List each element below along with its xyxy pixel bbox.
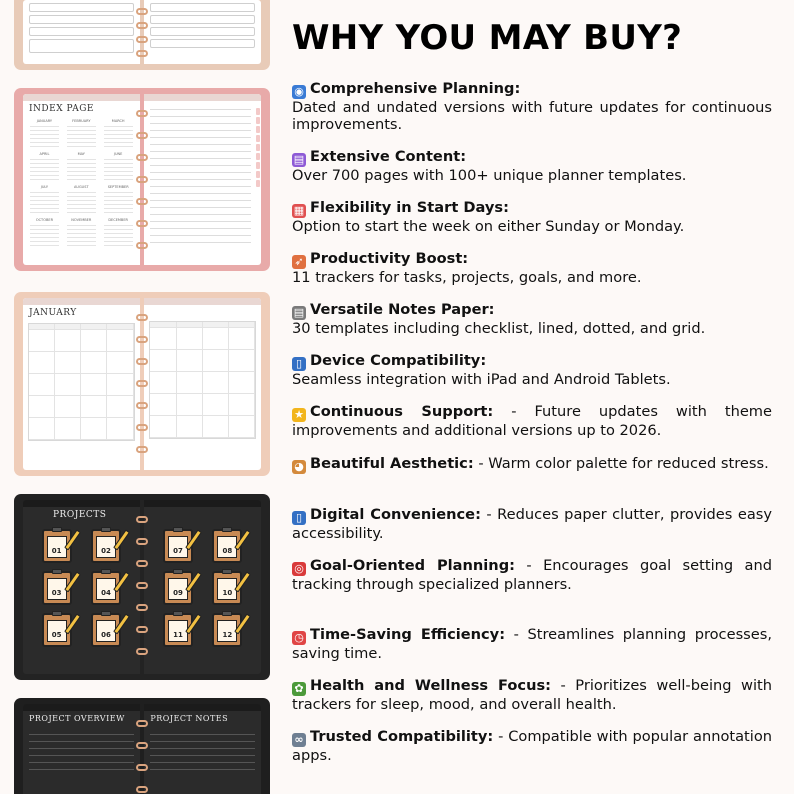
month-label: JUNE	[113, 152, 123, 156]
project-number: 10	[222, 589, 233, 597]
projects-left-page	[23, 500, 140, 674]
feature-description: Over 700 pages with 100+ unique planner templates.	[292, 167, 687, 184]
feature-description: - Streamlines planning processes, saving time.	[292, 626, 772, 662]
month-index-cell[interactable]	[102, 218, 135, 247]
month-index-cell[interactable]	[65, 119, 98, 148]
project-number: 02	[101, 547, 111, 555]
feature-item	[292, 455, 772, 474]
feature-title: Digital Convenience:	[310, 506, 481, 523]
globe-icon: ◉	[292, 85, 306, 99]
planner-preview-projects	[14, 494, 270, 680]
feature-item	[292, 250, 772, 286]
feature-item	[292, 352, 772, 388]
feature-description: - Future updates with theme improvements and additional versions up to 2026.	[292, 403, 772, 439]
feature-item	[292, 506, 772, 542]
month-index-cell[interactable]	[102, 119, 135, 148]
month-label: OCTOBER	[35, 218, 53, 222]
binder-rings	[135, 98, 149, 261]
rocket-icon: ➶	[292, 255, 306, 269]
project-clipboard-icon[interactable]	[212, 529, 242, 563]
project-number: 01	[51, 547, 62, 555]
projects-right-page	[144, 500, 261, 674]
projects-page-title: PROJECTS	[53, 510, 107, 520]
feature-description: Option to start the week on either Sunday or Monday.	[292, 218, 685, 235]
mobile-phone-icon: ▯	[292, 511, 306, 525]
feature-item	[292, 80, 772, 133]
month-index-cell[interactable]	[65, 152, 98, 181]
month-index-cell[interactable]	[28, 185, 61, 214]
mobile-phone-icon: ▯	[292, 357, 306, 371]
project-clipboard-icon[interactable]	[91, 529, 121, 563]
project-number: 03	[51, 589, 62, 597]
planner-preview-top	[14, 0, 270, 70]
month-label: AUGUST	[74, 185, 89, 189]
feature-item	[292, 403, 772, 439]
planner-top-nav	[23, 94, 140, 101]
project-number: 04	[101, 589, 111, 597]
feature-title: Device Compatibility:	[310, 352, 487, 369]
month-index-cell[interactable]	[65, 185, 98, 214]
month-index-grid	[23, 117, 140, 249]
binder-rings	[135, 708, 149, 794]
january-page-title: JANUARY	[29, 308, 77, 318]
planner-left-page	[23, 0, 140, 64]
feature-description: - Prioritizes well-being with trackers for sleep, mood, and overall health.	[292, 677, 772, 713]
feature-title: Goal-Oriented Planning:	[310, 557, 515, 574]
month-index-cell[interactable]	[28, 218, 61, 247]
month-index-cell[interactable]	[28, 119, 61, 148]
month-label: MARCH	[111, 119, 125, 123]
binder-rings	[135, 4, 149, 60]
feature-description: - Compatible with popular annotation apps.	[292, 728, 773, 764]
month-index-cell[interactable]	[102, 185, 135, 214]
project-grid-right	[144, 523, 261, 647]
index-page-title: INDEX PAGE	[29, 104, 94, 114]
feature-item	[292, 148, 772, 184]
project-clipboard-icon[interactable]	[163, 571, 193, 605]
binder-rings	[135, 504, 149, 670]
feature-description: - Reduces paper clutter, provides easy accessibility.	[292, 506, 773, 542]
january-right-page	[144, 298, 261, 470]
feature-title: Beautiful Aesthetic:	[310, 455, 474, 472]
feature-description: 30 templates including checklist, lined, dotted, and grid.	[292, 320, 706, 337]
index-left-page	[23, 94, 140, 265]
month-label: JANUARY	[36, 119, 53, 123]
feature-description: - Warm color palette for reduced stress.	[478, 455, 769, 472]
month-label: FEBRUARY	[72, 119, 91, 123]
feature-item	[292, 677, 772, 713]
month-label: APRIL	[39, 152, 50, 156]
feature-title: Time-Saving Efficiency:	[310, 626, 506, 643]
planner-preview-project-overview	[14, 698, 270, 794]
planner-right-page	[144, 0, 261, 64]
feature-title: Versatile Notes Paper:	[310, 301, 495, 318]
project-clipboard-icon[interactable]	[212, 571, 242, 605]
project-clipboard-icon[interactable]	[91, 571, 121, 605]
month-index-cell[interactable]	[102, 152, 135, 181]
project-number: 05	[51, 631, 62, 639]
month-index-cell[interactable]	[28, 152, 61, 181]
alarm-clock-icon: ◷	[292, 631, 306, 645]
project-number: 12	[222, 631, 233, 639]
project-notes-title: PROJECT NOTES	[150, 714, 229, 723]
month-label: DECEMBER	[108, 218, 128, 222]
side-tabs[interactable]	[256, 108, 260, 189]
target-icon: ◎	[292, 562, 306, 576]
feature-description: Dated and undated versions with future updates for continuous improvements.	[292, 99, 772, 133]
link-icon: ∞	[292, 733, 306, 747]
notes-right-page	[144, 704, 261, 794]
index-right-page	[144, 94, 261, 265]
calendar-icon: ▦	[293, 204, 305, 217]
project-number: 09	[173, 589, 183, 597]
feature-title: Productivity Boost:	[310, 250, 469, 267]
palette-icon: ◕	[292, 460, 306, 474]
feature-title: Extensive Content:	[310, 148, 467, 165]
month-index-cell[interactable]	[65, 218, 98, 247]
project-number: 07	[173, 547, 183, 555]
notepad-icon: ▤	[293, 306, 305, 319]
overview-left-page	[23, 704, 140, 794]
feature-title: Health and Wellness Focus:	[310, 677, 551, 694]
project-number: 11	[173, 631, 183, 639]
project-number: 08	[222, 547, 233, 555]
january-left-page	[23, 298, 140, 470]
project-number: 06	[101, 631, 111, 639]
binder-rings	[135, 302, 149, 466]
project-clipboard-icon[interactable]	[163, 613, 193, 647]
project-clipboard-icon[interactable]	[42, 571, 72, 605]
month-calendar-grid-right	[149, 321, 256, 439]
feature-item	[292, 557, 772, 593]
month-label: SEPTEMBER	[107, 185, 129, 189]
star-icon: ★	[292, 408, 306, 422]
project-clipboard-icon[interactable]	[163, 529, 193, 563]
month-label: NOVEMBER	[71, 218, 92, 222]
project-clipboard-icon[interactable]	[91, 613, 121, 647]
books-icon: ▤	[293, 153, 305, 166]
planner-preview-index	[14, 88, 270, 271]
feature-description: 11 trackers for tasks, projects, goals, and more.	[292, 269, 642, 286]
project-clipboard-icon[interactable]	[42, 529, 72, 563]
project-grid-left	[23, 523, 140, 647]
feature-item	[292, 728, 772, 764]
herb-icon: ✿	[292, 682, 306, 696]
project-overview-title: PROJECT OVERVIEW	[29, 714, 125, 723]
planner-preview-january	[14, 292, 270, 476]
feature-item	[292, 301, 772, 337]
feature-title: Continuous Support:	[310, 403, 494, 420]
month-label: JULY	[40, 185, 49, 189]
headline: WHY YOU MAY BUY?	[292, 18, 683, 58]
project-clipboard-icon[interactable]	[212, 613, 242, 647]
month-calendar-grid-left	[28, 323, 135, 441]
feature-description: Seamless integration with iPad and Android Tablets.	[292, 371, 671, 388]
feature-item	[292, 626, 772, 662]
feature-title: Comprehensive Planning:	[310, 80, 521, 97]
month-label: MAY	[77, 152, 85, 156]
project-clipboard-icon[interactable]	[42, 613, 72, 647]
feature-title: Flexibility in Start Days:	[310, 199, 509, 216]
feature-title: Trusted Compatibility:	[310, 728, 494, 745]
feature-item	[292, 199, 772, 235]
feature-description: - Encourages goal setting and tracking through specialized planners.	[292, 557, 773, 593]
